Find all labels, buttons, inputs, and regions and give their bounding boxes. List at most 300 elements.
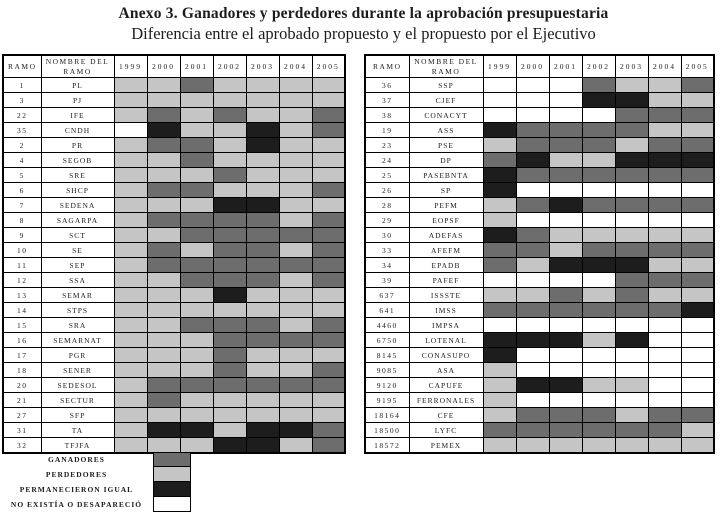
status-cell-2005: [681, 153, 714, 168]
status-cell-2005: [681, 183, 714, 198]
status-cell-2000: [147, 213, 180, 228]
status-cell-2000: [516, 333, 549, 348]
status-cell-2003: [246, 108, 279, 123]
status-cell-2004: [279, 213, 312, 228]
status-cell-1999: [483, 348, 516, 363]
status-cell-2003: [615, 138, 648, 153]
status-cell-2002: [213, 168, 246, 183]
status-cell-2000: [147, 258, 180, 273]
status-cell-2002: [582, 303, 615, 318]
status-cell-2003: [615, 153, 648, 168]
table-row: [365, 183, 714, 198]
status-cell-2000: [147, 108, 180, 123]
status-cell-2002: [213, 348, 246, 363]
status-cell-2002: [582, 78, 615, 93]
status-cell-2001: [180, 93, 213, 108]
ramo-cell: 21: [3, 393, 41, 408]
status-cell-2005: [681, 138, 714, 153]
ramo-cell: 17: [3, 348, 41, 363]
status-cell-2000: [516, 363, 549, 378]
ramo-name-cell: AFEFM: [409, 243, 483, 258]
status-cell-2001: [180, 243, 213, 258]
ramo-name-cell: SEMAR: [41, 288, 114, 303]
status-cell-2004: [279, 333, 312, 348]
status-cell-2005: [681, 243, 714, 258]
status-cell-1999: [114, 78, 147, 93]
ramo-name-cell: EOPSF: [409, 213, 483, 228]
status-cell-2000: [147, 303, 180, 318]
status-cell-2005: [312, 123, 345, 138]
status-cell-2003: [246, 123, 279, 138]
status-cell-1999: [483, 78, 516, 93]
status-cell-1999: [114, 243, 147, 258]
status-cell-2005: [681, 168, 714, 183]
ramo-cell: 35: [3, 123, 41, 138]
status-cell-2002: [213, 258, 246, 273]
status-cell-1999: [483, 408, 516, 423]
ramo-name-cell: SRA: [41, 318, 114, 333]
status-cell-2000: [516, 138, 549, 153]
ramo-name-cell: SFP: [41, 408, 114, 423]
ramo-name-cell: SEDENA: [41, 198, 114, 213]
status-cell-2002: [213, 78, 246, 93]
year-column-header-1999: 1999: [114, 55, 147, 78]
status-cell-2001: [549, 243, 582, 258]
status-cell-2003: [246, 183, 279, 198]
status-cell-1999: [483, 318, 516, 333]
status-cell-2003: [246, 258, 279, 273]
status-cell-2000: [147, 153, 180, 168]
status-cell-2003: [246, 408, 279, 423]
ramo-name-cell: SSA: [41, 273, 114, 288]
ramo-name-cell: ASS: [409, 123, 483, 138]
table-row: [365, 363, 714, 378]
status-cell-2003: [246, 93, 279, 108]
status-cell-1999: [483, 393, 516, 408]
status-cell-2005: [312, 108, 345, 123]
status-cell-2005: [681, 348, 714, 363]
table-row: [365, 273, 714, 288]
status-cell-1999: [483, 423, 516, 438]
table-row: [3, 78, 345, 93]
ramo-cell: 14: [3, 303, 41, 318]
status-cell-2003: [615, 183, 648, 198]
ramo-name-cell: FERRONALES: [409, 393, 483, 408]
status-cell-2002: [213, 228, 246, 243]
status-cell-2005: [681, 378, 714, 393]
status-cell-2004: [279, 348, 312, 363]
status-cell-2002: [582, 423, 615, 438]
table-row: [365, 423, 714, 438]
status-cell-2000: [516, 168, 549, 183]
table-row: [365, 108, 714, 123]
ramo-cell: 637: [365, 288, 409, 303]
ramo-name-cell: IFE: [41, 108, 114, 123]
status-cell-2002: [582, 108, 615, 123]
status-cell-2004: [279, 438, 312, 454]
status-cell-2000: [516, 93, 549, 108]
status-cell-2001: [180, 183, 213, 198]
table-row: [365, 393, 714, 408]
status-cell-2001: [549, 378, 582, 393]
status-cell-2004: [648, 348, 681, 363]
status-cell-1999: [114, 198, 147, 213]
status-cell-1999: [483, 108, 516, 123]
status-cell-2002: [582, 228, 615, 243]
status-cell-2000: [516, 108, 549, 123]
table-row: [3, 318, 345, 333]
table-row: [3, 153, 345, 168]
status-cell-2005: [312, 408, 345, 423]
ramo-cell: 2: [3, 138, 41, 153]
status-cell-2002: [582, 333, 615, 348]
ramo-cell: 6: [3, 183, 41, 198]
status-cell-2005: [312, 138, 345, 153]
table-row: [365, 138, 714, 153]
year-column-header-2000: 2000: [516, 55, 549, 78]
status-cell-2004: [648, 198, 681, 213]
status-cell-2001: [180, 333, 213, 348]
status-cell-2003: [615, 423, 648, 438]
status-cell-1999: [114, 108, 147, 123]
status-cell-2003: [246, 393, 279, 408]
status-cell-2004: [279, 303, 312, 318]
table-row: [365, 438, 714, 454]
status-cell-2003: [615, 348, 648, 363]
status-cell-2000: [516, 318, 549, 333]
status-cell-2000: [147, 348, 180, 363]
table-row: [365, 213, 714, 228]
status-cell-2003: [246, 243, 279, 258]
status-cell-2000: [516, 258, 549, 273]
status-cell-2004: [648, 93, 681, 108]
status-cell-2003: [615, 273, 648, 288]
status-cell-2002: [213, 288, 246, 303]
status-cell-2000: [516, 198, 549, 213]
status-cell-2005: [681, 228, 714, 243]
ramo-cell: 5: [3, 168, 41, 183]
ramo-name-cell: SP: [409, 183, 483, 198]
status-cell-2001: [180, 108, 213, 123]
status-cell-2005: [681, 93, 714, 108]
status-cell-2004: [648, 393, 681, 408]
status-cell-2002: [582, 168, 615, 183]
status-cell-2005: [312, 363, 345, 378]
status-cell-2002: [213, 93, 246, 108]
page-title: Anexo 3. Ganadores y perdedores durante la aprobación presupuestaria: [118, 5, 609, 22]
table-row: [365, 348, 714, 363]
status-cell-1999: [114, 213, 147, 228]
table-row: [3, 348, 345, 363]
status-cell-2002: [582, 93, 615, 108]
ramo-name-cell: SEMARNAT: [41, 333, 114, 348]
status-cell-2004: [648, 318, 681, 333]
status-cell-2000: [516, 288, 549, 303]
legend-label: GANADORES: [48, 455, 105, 464]
status-cell-2000: [147, 288, 180, 303]
status-cell-2003: [615, 303, 648, 318]
status-cell-2000: [516, 228, 549, 243]
status-cell-2005: [681, 303, 714, 318]
status-cell-2001: [180, 168, 213, 183]
status-cell-2002: [582, 183, 615, 198]
ramo-cell: 31: [3, 423, 41, 438]
table-row: [365, 378, 714, 393]
status-cell-2005: [681, 123, 714, 138]
status-cell-2003: [615, 213, 648, 228]
ramo-name-cell: PEFM: [409, 198, 483, 213]
status-cell-2000: [516, 348, 549, 363]
status-cell-2002: [582, 138, 615, 153]
ramo-name-cell: LYFC: [409, 423, 483, 438]
status-cell-2002: [582, 438, 615, 454]
ramo-name-cell: CONASUPO: [409, 348, 483, 363]
status-cell-2001: [549, 333, 582, 348]
ramo-cell: 7: [3, 198, 41, 213]
status-cell-2002: [213, 198, 246, 213]
status-cell-2003: [246, 213, 279, 228]
table-row: [365, 123, 714, 138]
table-row: [365, 303, 714, 318]
table-row: [3, 303, 345, 318]
status-cell-2000: [147, 78, 180, 93]
ramo-name-cell: IMSS: [409, 303, 483, 318]
status-cell-2000: [516, 153, 549, 168]
status-cell-2005: [312, 318, 345, 333]
year-column-header-1999: 1999: [483, 55, 516, 78]
status-cell-2003: [615, 378, 648, 393]
status-cell-2004: [279, 138, 312, 153]
table-row: [365, 198, 714, 213]
status-cell-2001: [549, 438, 582, 454]
status-cell-2005: [681, 213, 714, 228]
status-cell-2000: [147, 168, 180, 183]
status-cell-2005: [681, 333, 714, 348]
status-cell-2003: [615, 288, 648, 303]
table-row: [3, 93, 345, 108]
table-row: [365, 408, 714, 423]
table-row: [365, 93, 714, 108]
status-cell-2004: [279, 198, 312, 213]
ramo-cell: 22: [3, 108, 41, 123]
status-cell-2004: [279, 183, 312, 198]
ramo-name-cell: STPS: [41, 303, 114, 318]
ramo-cell: 25: [365, 168, 409, 183]
status-cell-2005: [312, 183, 345, 198]
status-cell-2005: [312, 213, 345, 228]
ramo-name-cell: SEP: [41, 258, 114, 273]
ramo-cell: 27: [3, 408, 41, 423]
status-cell-2002: [213, 318, 246, 333]
status-cell-2003: [246, 438, 279, 454]
legend-color-swatch: [153, 481, 191, 497]
status-cell-2004: [648, 213, 681, 228]
status-cell-2003: [246, 333, 279, 348]
status-cell-2001: [549, 168, 582, 183]
status-cell-2000: [516, 273, 549, 288]
legend-item: [0, 497, 260, 512]
status-cell-1999: [483, 183, 516, 198]
ramo-cell: 16: [3, 333, 41, 348]
status-cell-2004: [648, 273, 681, 288]
table-row: [3, 288, 345, 303]
status-cell-2002: [213, 183, 246, 198]
status-cell-2001: [549, 393, 582, 408]
status-cell-2001: [549, 138, 582, 153]
status-cell-2004: [648, 438, 681, 454]
legend-color-swatch: [153, 466, 191, 482]
status-cell-1999: [114, 288, 147, 303]
status-cell-2004: [279, 273, 312, 288]
status-cell-1999: [114, 93, 147, 108]
status-cell-2005: [312, 348, 345, 363]
ramo-cell: 24: [365, 153, 409, 168]
status-cell-2001: [180, 348, 213, 363]
year-column-header-2001: 2001: [549, 55, 582, 78]
ramo-name-cell: LOTENAL: [409, 333, 483, 348]
status-cell-2005: [312, 78, 345, 93]
status-cell-2005: [312, 153, 345, 168]
status-cell-1999: [483, 138, 516, 153]
status-cell-2005: [681, 423, 714, 438]
table-row: [365, 228, 714, 243]
legend-color-swatch: [153, 496, 191, 512]
status-cell-1999: [114, 258, 147, 273]
status-cell-1999: [483, 168, 516, 183]
status-cell-1999: [483, 288, 516, 303]
status-cell-2000: [147, 198, 180, 213]
status-cell-2004: [279, 123, 312, 138]
table-row: [3, 168, 345, 183]
status-cell-2000: [147, 408, 180, 423]
status-cell-2001: [180, 123, 213, 138]
ramo-name-cell: SE: [41, 243, 114, 258]
status-cell-1999: [483, 228, 516, 243]
status-cell-2000: [147, 243, 180, 258]
status-cell-2003: [246, 318, 279, 333]
status-cell-2004: [648, 258, 681, 273]
status-cell-1999: [114, 138, 147, 153]
header-row: [3, 55, 345, 78]
status-cell-2003: [615, 198, 648, 213]
status-cell-2003: [615, 363, 648, 378]
table-row: [365, 333, 714, 348]
ramo-name-cell: SEGOB: [41, 153, 114, 168]
status-cell-2000: [147, 393, 180, 408]
ramo-name-cell: CFE: [409, 408, 483, 423]
status-cell-2004: [279, 258, 312, 273]
status-cell-2001: [549, 318, 582, 333]
status-cell-2003: [615, 258, 648, 273]
year-column-header-2005: 2005: [312, 55, 345, 78]
status-cell-2004: [279, 243, 312, 258]
table-row: [365, 318, 714, 333]
status-cell-2003: [615, 243, 648, 258]
ramo-cell: 9: [3, 228, 41, 243]
status-cell-2001: [180, 213, 213, 228]
status-cell-2004: [648, 303, 681, 318]
status-cell-2005: [312, 378, 345, 393]
ramo-name-cell: PGR: [41, 348, 114, 363]
status-cell-2003: [246, 303, 279, 318]
status-cell-2001: [549, 363, 582, 378]
status-cell-2004: [279, 408, 312, 423]
status-cell-2004: [648, 123, 681, 138]
status-cell-2002: [582, 243, 615, 258]
status-cell-2000: [147, 183, 180, 198]
status-cell-1999: [483, 303, 516, 318]
status-cell-2002: [213, 393, 246, 408]
status-cell-2000: [516, 243, 549, 258]
ramo-cell: 18: [3, 363, 41, 378]
status-cell-2003: [615, 333, 648, 348]
ramo-name-cell: PASEBNTA: [409, 168, 483, 183]
status-cell-2000: [516, 438, 549, 454]
status-cell-2002: [213, 408, 246, 423]
ramo-cell: 1: [3, 78, 41, 93]
status-cell-2001: [180, 408, 213, 423]
ramo-name-cell: PEMEX: [409, 438, 483, 454]
status-cell-2004: [279, 423, 312, 438]
status-cell-2004: [279, 393, 312, 408]
year-column-header-2001: 2001: [180, 55, 213, 78]
ramo-cell: 18500: [365, 423, 409, 438]
table-row: [3, 123, 345, 138]
status-cell-2001: [549, 108, 582, 123]
status-cell-2004: [648, 363, 681, 378]
status-cell-2005: [312, 273, 345, 288]
status-cell-2001: [549, 183, 582, 198]
legend-item: [0, 452, 260, 467]
header-row: [365, 55, 714, 78]
ramo-cell: 13: [3, 288, 41, 303]
status-cell-1999: [114, 408, 147, 423]
ramo-cell: 33: [365, 243, 409, 258]
status-cell-2002: [213, 138, 246, 153]
status-cell-2002: [213, 273, 246, 288]
status-cell-2002: [213, 213, 246, 228]
ramo-name-cell: PJ: [41, 93, 114, 108]
ramo-name-cell: SCT: [41, 228, 114, 243]
ramo-name-cell: CNDH: [41, 123, 114, 138]
year-column-header-2003: 2003: [615, 55, 648, 78]
status-cell-2004: [648, 108, 681, 123]
status-cell-2005: [312, 198, 345, 213]
status-cell-2003: [246, 288, 279, 303]
status-cell-2005: [312, 228, 345, 243]
status-cell-2003: [246, 378, 279, 393]
ramo-cell: 641: [365, 303, 409, 318]
ramo-cell: 10: [3, 243, 41, 258]
status-cell-2001: [180, 288, 213, 303]
status-cell-2001: [549, 123, 582, 138]
status-cell-2005: [312, 258, 345, 273]
ramo-cell: 8145: [365, 348, 409, 363]
status-cell-1999: [114, 363, 147, 378]
legend-item: [0, 482, 260, 497]
ramo-cell: 38: [365, 108, 409, 123]
ramo-name-cell: CJEF: [409, 93, 483, 108]
status-cell-2004: [648, 228, 681, 243]
status-cell-2000: [147, 318, 180, 333]
status-cell-2002: [213, 378, 246, 393]
table-row: [3, 333, 345, 348]
year-column-header-2005: 2005: [681, 55, 714, 78]
status-cell-2002: [213, 303, 246, 318]
status-cell-2004: [279, 288, 312, 303]
status-cell-2002: [213, 333, 246, 348]
status-cell-2001: [549, 93, 582, 108]
